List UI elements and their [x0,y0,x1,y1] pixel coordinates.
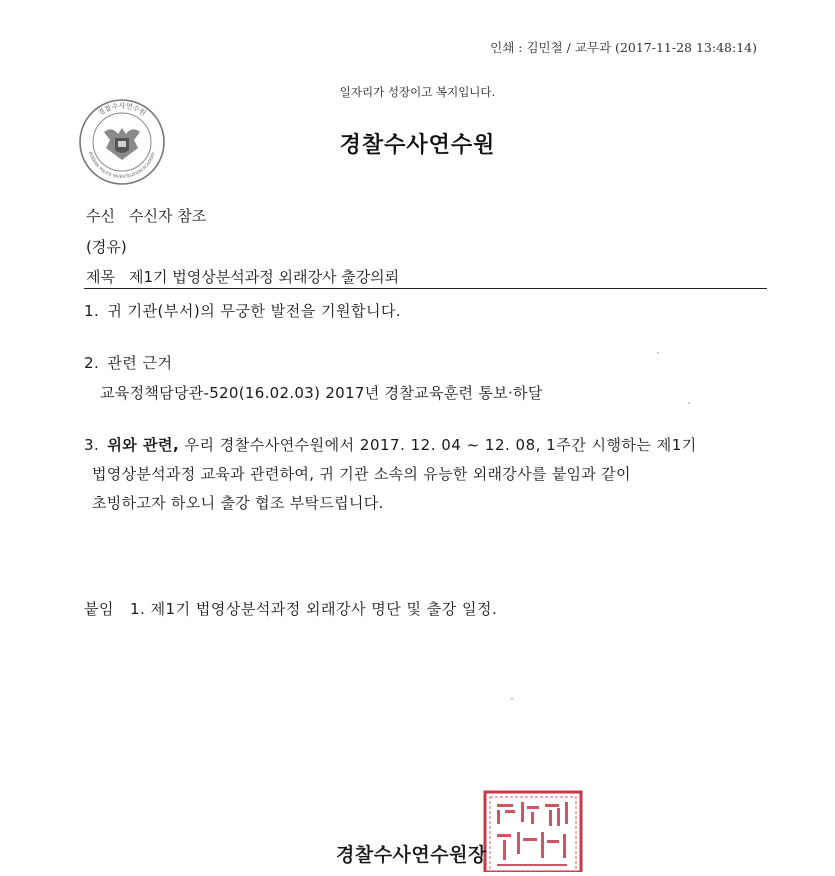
scan-speck [511,698,513,700]
paragraph-3-line-1 [84,434,697,455]
subject-field [86,266,399,287]
paragraph-2-detail: 교육정책담당관-520(16.02.03) 2017년 경찰교육훈련 통보·하달 [100,384,543,402]
paragraph-2-number: 2. [84,354,100,372]
attachment-label: 붙임 [84,600,114,618]
paragraph-3-line-3: 초빙하고자 하오니 출강 협조 부탁드립니다. [92,494,384,512]
subject-value: 제1기 법영상분석과정 외래강사 출강의뢰 [128,268,400,286]
scan-speck [688,402,690,404]
signature-issuer: 경찰수사연수원장 [336,844,487,866]
print-info: 인쇄 : 김민철 / 교무과 (2017-11-28 13:48:14) [490,40,757,55]
paragraph-1-text: 귀 기관(부서)의 무궁한 발전을 기원합니다. [107,302,402,320]
attachment-text: 1. 제1기 법영상분석과정 외래강사 명단 및 출강 일정. [129,600,498,618]
paragraph-1 [84,300,401,321]
paragraph-1-number: 1. [84,302,100,320]
recipient-field [86,205,206,226]
attachment [84,598,497,619]
paragraph-3-number: 3. [84,436,100,454]
subject-label: 제목 [86,268,115,286]
svg-text:KOREAN POLICE INVESTIGATION AC: KOREAN POLICE INVESTIGATION ACADEMY [88,151,156,180]
via-field: (경유) [86,238,127,256]
slogan: 일자리가 성장이고 복지입니다. [339,85,496,99]
recipient-label: 수신 [86,207,115,225]
svg-text:경찰수사연수원: 경찰수사연수원 [96,102,148,118]
scan-speck [657,352,659,354]
paragraph-3-lead: 위와 관련, [107,436,180,454]
paragraph-2-heading: 관련 근거 [107,354,173,372]
recipient-value: 수신자 참조 [128,207,207,225]
subject-divider [84,288,767,289]
paragraph-2 [84,352,173,373]
organization-title: 경찰수사연수원 [339,133,496,158]
paragraph-3-line-2: 법영상분석과정 교육과 관련하여, 귀 기관 소속의 유능한 외래강사를 붙임과 같이 [92,465,631,483]
official-seal-stamp [483,788,583,872]
paragraph-3-text-1: 우리 경찰수사연수원에서 2017. 12. 04 ~ 12. 08, 1주간 시행하는 제1기 [184,436,697,454]
